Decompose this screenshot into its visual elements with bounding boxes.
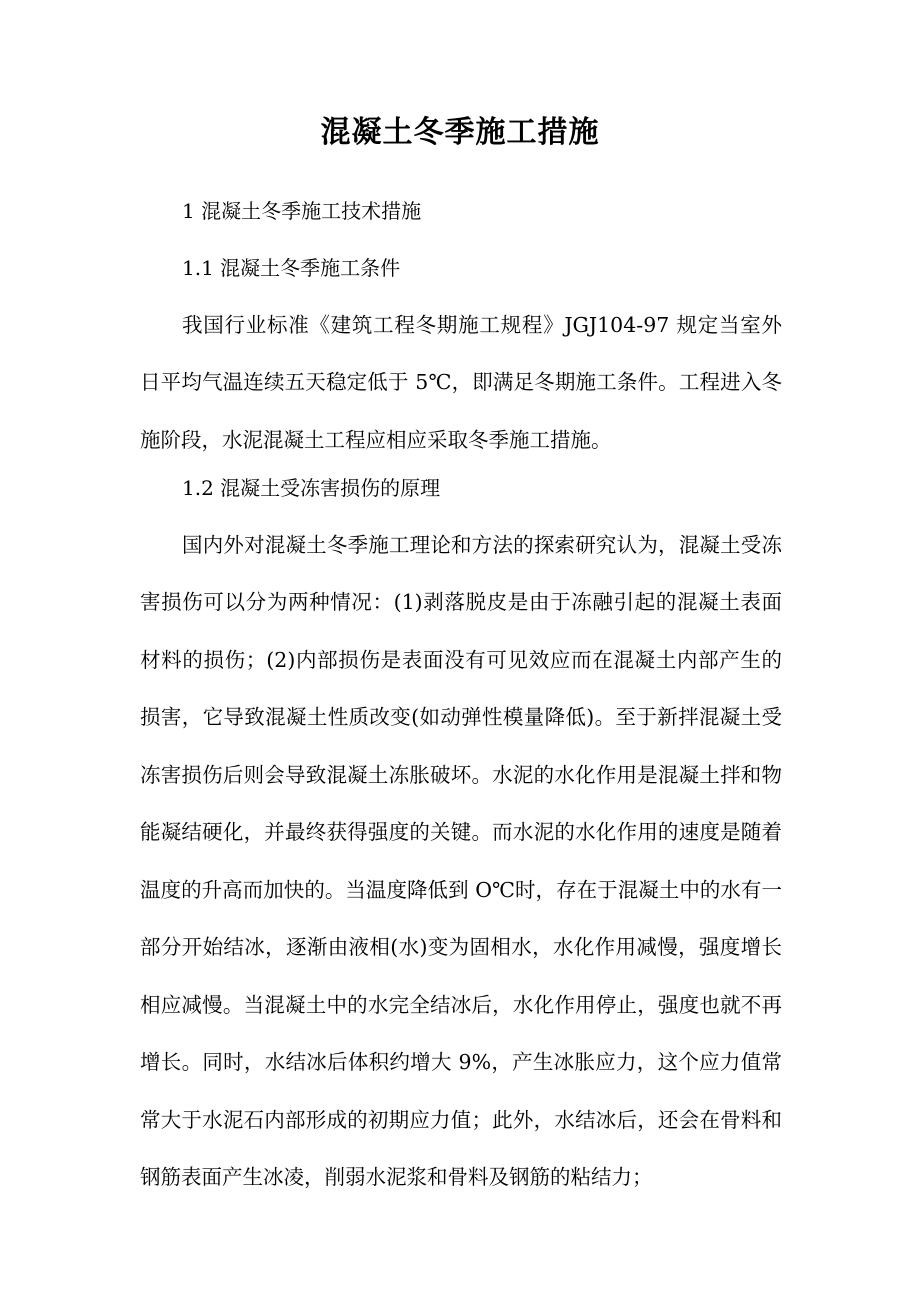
paragraph-winter-conditions: 我国行业标准《建筑工程冬期施工规程》JGJ104-97 规定当室外日平均气温连续五天稳定低于 5℃，即满足冬期施工条件。工程进入冬施阶段，水泥混凝土工程应相应采取冬季施工措施。 (140, 312, 782, 452)
document-title: 混凝土冬季施工措施 (320, 115, 600, 150)
section-heading-1: 1 混凝土冬季施工技术措施 (182, 199, 422, 223)
section-heading-1-1: 1.1 混凝土冬季施工条件 (182, 256, 401, 280)
section-heading-1-2: 1.2 混凝土受冻害损伤的原理 (182, 476, 441, 500)
paragraph-frost-damage-principle: 国内外对混凝土冬季施工理论和方法的探索研究认为，混凝土受冻害损伤可以分为两种情况：(1)剥落脱皮是由于冻融引起的混凝土表面材料的损伤；(2)内部损伤是表面没有可见效应而在混凝土内部产生的损害，它导致混凝土性质改变(如动弹性模量降低)。至于新拌混凝土受冻害损伤后则会导致混凝土冻胀破坏。水泥的水化作用是混凝土拌和物能凝结硬化，并最终获得强度的关键。而水泥的水化作用的速度是随着温度的升高而加快的。当温度降低到 O℃时，存在于混凝土中的水有一部分开始结冰，逐渐由液相(水)变为固相水，水化作用减慢，强度增长相应减慢。当混凝土中的水完全结冰后，水化作用停止，强度也就不再增长。同时，水结冰后体积约增大 9%，产生冰胀应力，这个应力值常常大于水泥石内部形成的初期应力值；此外，水结冰后，还会在骨料和钢筋表面产生冰凌，削弱水泥浆和骨料及钢筋的粘结力； (140, 532, 782, 1189)
document-body (140, 192, 782, 1207)
